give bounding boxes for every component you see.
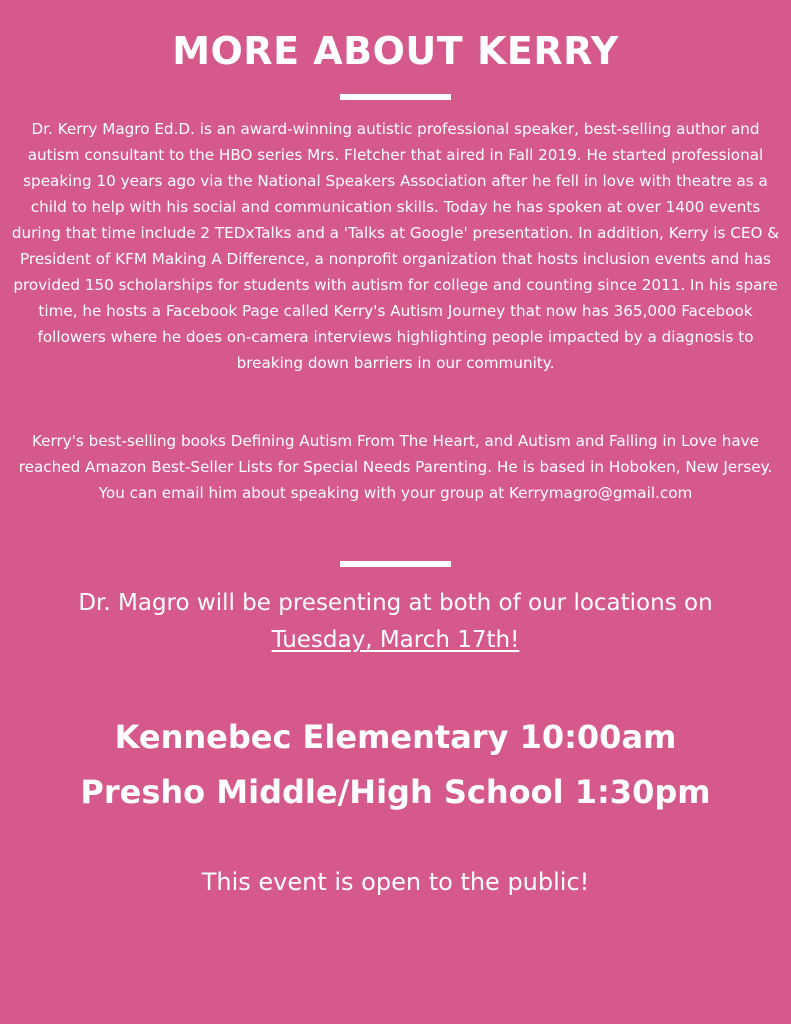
schedule-item-presho: Presho Middle/High School 1:30pm (80, 773, 711, 811)
bio-paragraph-1: Dr. Kerry Magro Ed.D. is an award-winning autistic professional speaker, best-selling author and autism consultant to the HBO series Mrs. Fletcher that aired in Fall 2019. He started professional speaking 10 years ago via the National Speakers Association after he fell in love with theatre as a child to help with his social and communication skills. Today he has spoken at over 1400 events during that time include 2 TEDxTalks and a 'Talks at Google' presentation. In addition, Kerry is CEO & President of KFM Making A Difference, a nonprofit organization that hosts inclusion events and has provided 150 scholarships for students with autism for college and counting since 2011. In his spare time, he hosts a Facebook Page called Kerry's Autism Journey that now has 365,000 Facebook followers where he does on-camera interviews highlighting people impacted by a diagnosis to breaking down barriers in our community. (11, 120, 780, 372)
bio-paragraph-2: Kerry's best-selling books Defining Autism From The Heart, and Autism and Falling in Love have reached Amazon Best-Seller Lists for Special Needs Parenting. He is based in Hoboken, New Jersey. You can email him about speaking with your group at Kerrymagro@gmail.com (18, 432, 773, 502)
page-title: MORE ABOUT KERRY (172, 29, 619, 73)
schedule-item-kennebec: Kennebec Elementary 10:00am (114, 718, 677, 756)
presentation-announcement (0, 585, 791, 659)
title-divider (340, 94, 451, 100)
announcement-text: Dr. Magro will be presenting at both of our locations on (78, 590, 713, 616)
section-divider (340, 561, 451, 567)
public-event-note: This event is open to the public! (201, 868, 590, 896)
presentation-date: Tuesday, March 17th! (271, 627, 520, 653)
schedule (0, 710, 791, 820)
